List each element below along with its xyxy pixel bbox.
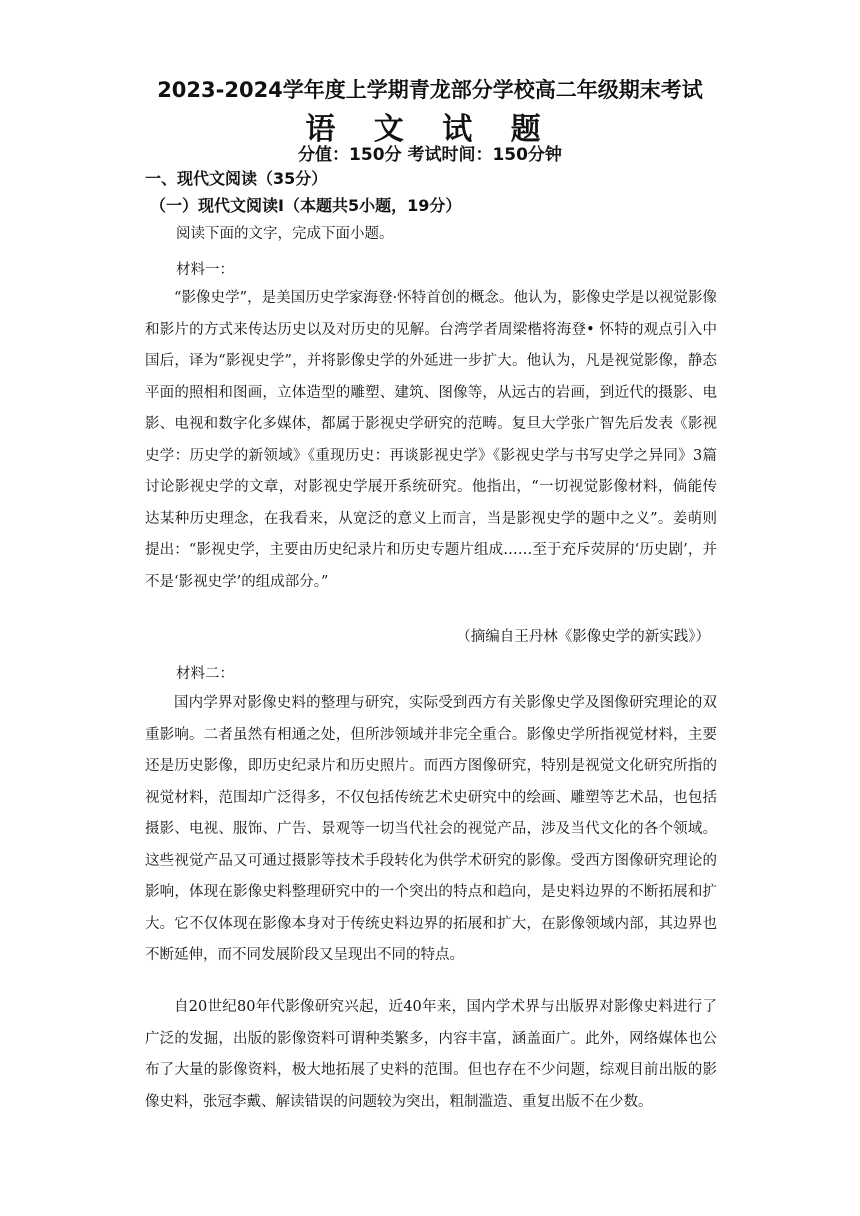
reading-instruction: 阅读下面的文字，完成下面小题。	[176, 226, 394, 242]
subsection-title: （一）现代文阅读Ⅰ（本题共5小题，19分）	[150, 196, 462, 215]
material-two-paragraph-1: 国内学界对影像史料的整理与研究，实际受到西方有关影像史学及图像研究理论的双重影响。二者虽然有相通之处，但所涉领域并非完全重合。影像史学所指视觉材料，主要还是历史影像，即历史纪录片和历史照片。而西方图像研究，特别是视觉文化研究所指的视觉材料，范围却广泛得多，不仅包括传统艺术史研究中的绘画、雕塑等艺术品，也包括摄影、电视、服饰、广告、景观等一切当代社会的视觉产品，涉及当代文化的各个领域。这些视觉产品又可通过摄影等技术手段转化为供学术研究的影像。受西方图像研究理论的影响，体现在影像史料整理研究中的一个突出的特点和趋向，是史料边界的不断拓展和扩大。它不仅体现在影像本身对于传统史料边界的拓展和扩大，在影像领域内部，其边界也不断延伸，而不同发展阶段又呈现出不同的特点。	[145, 695, 717, 963]
material-two-label: 材料二：	[176, 666, 234, 682]
subject-title: 语 文 试 题	[305, 112, 555, 147]
material-one-source: （摘编自王丹林《影像史学的新实践》）	[456, 629, 710, 645]
material-one-paragraph: “影像史学”，是美国历史学家海登·怀特首创的概念。他认为，影像史学是以视觉影像和影片的方式来传达历史以及对历史的见解。台湾学者周梁楷将海登• 怀特的观点引入中国后，译为“影视史学”，并将影像史学的外延进一步扩大。他认为，凡是视觉影像，静态平面的照相和图画，立体造型的雕塑、建筑、图像等，从远古的岩画，到近代的摄影、电影、电视和数字化多媒体，都属于影视史学研究的范畴。复旦大学张广智先后发表《影视史学：历史学的新领域》《重现历史：再谈影视史学》《影视史学与书写史学之异同》3篇讨论影视史学的文章，对影视史学展开系统研究。他指出，“一切视觉影像材料，倘能传达某种历史理念，在我看来，从宽泛的意义上而言，当是影视史学的题中之义”。姜萌则提出：“影视史学，主要由历史纪录片和历史专题片组成……至于充斥荧屏的‘历史剧’，并不是‘影视史学’的组成部分。”	[145, 290, 717, 590]
exam-title: 2023-2024学年度上学期青龙部分学校高二年级期末考试	[157, 78, 703, 102]
section-title: 一、现代文阅读（35分）	[145, 169, 328, 188]
exam-info: 分值：150分 考试时间：150分钟	[298, 145, 562, 165]
material-two-paragraph-2: 自20世纪80年代影像研究兴起，近40年来，国内学术界与出版界对影像史料进行了广泛的发掘，出版的影像资料可谓种类繁多，内容丰富，涵盖面广。此外，网络媒体也公布了大量的影像资料，极大地拓展了史料的范围。但也存在不少问题，综观目前出版的影像史料，张冠李戴、解读错误的问题较为突出，粗制滥造、重复出版不在少数。	[145, 999, 717, 1110]
material-one-label: 材料一：	[176, 262, 234, 278]
